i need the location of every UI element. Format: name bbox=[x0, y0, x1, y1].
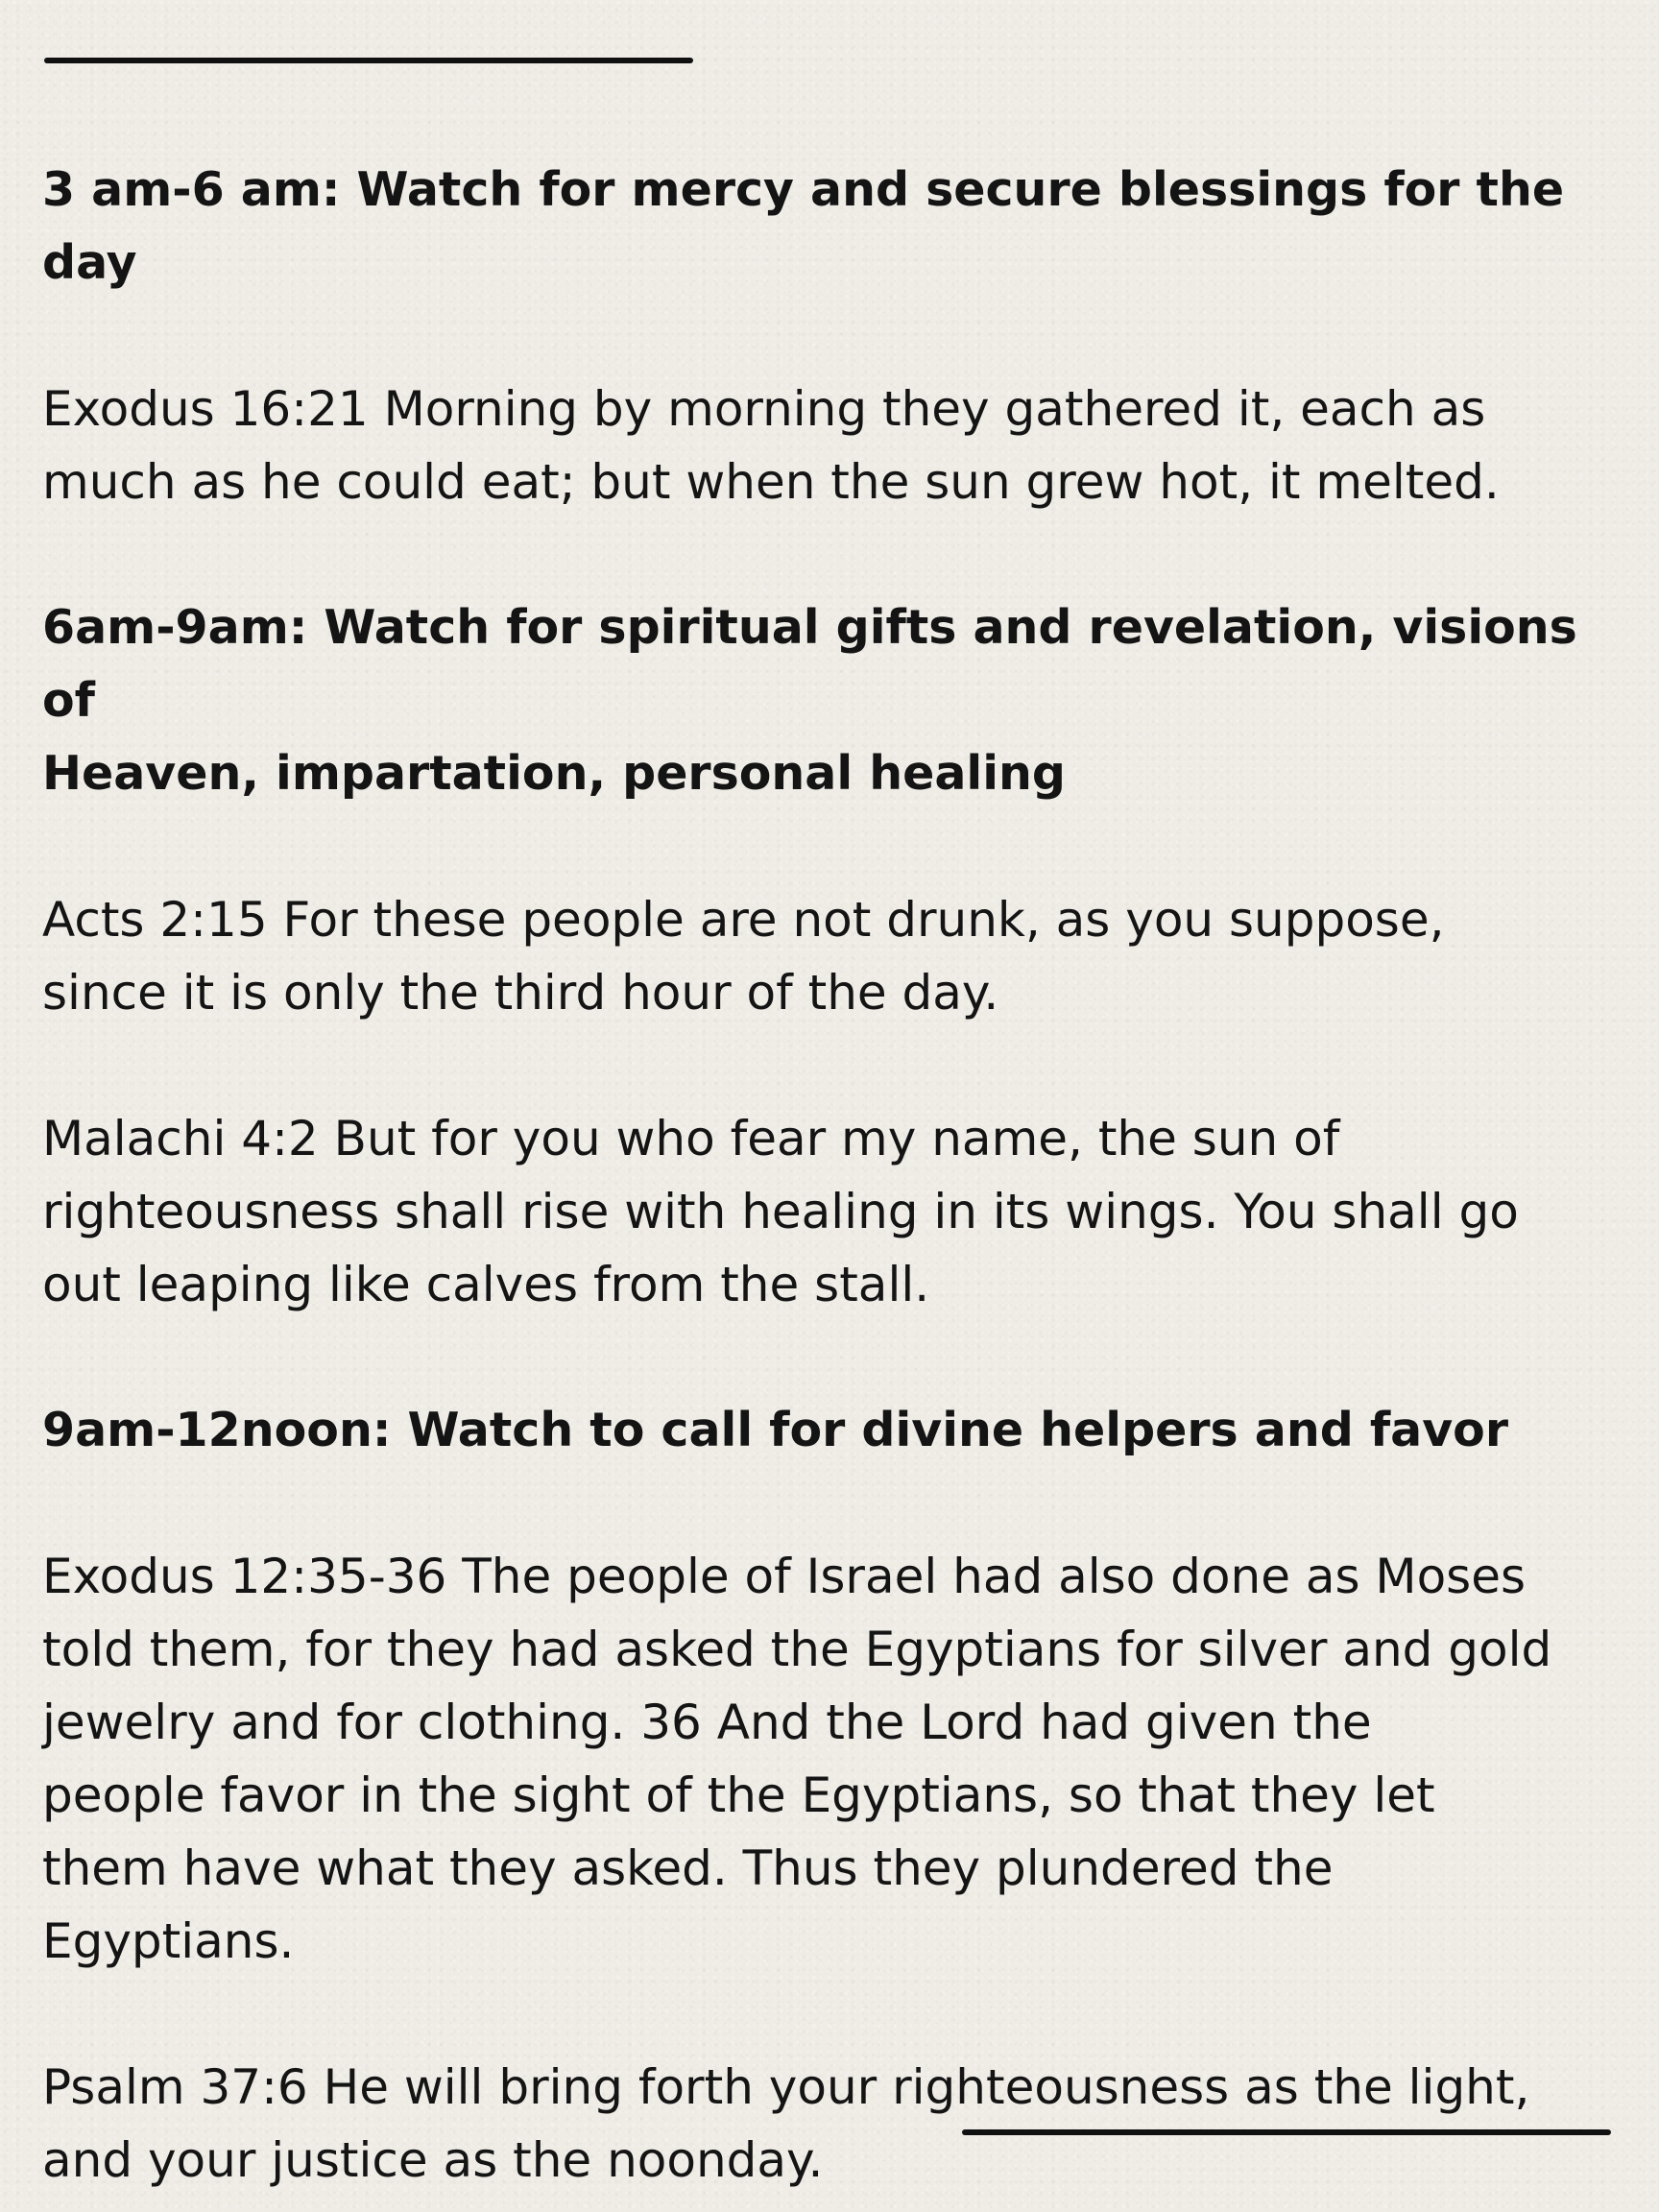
section-heading-9am-12noon: 9am-12noon: Watch to call for divine helpers and favor bbox=[42, 1403, 1509, 1457]
spacer bbox=[42, 300, 1626, 373]
verse-malachi-4-2: Malachi 4:2 But for you who fear my name, the sun of righteousness shall rise with healing in its wings. You shall go out leaping like calves from the stall. bbox=[42, 1111, 1519, 1312]
verse-acts-2-15: Acts 2:15 For these people are not drunk, as you suppose, since it is only the third hour of the day. bbox=[42, 892, 1445, 1021]
verse-psalm-37-6: Psalm 37:6 He will bring forth your righteousness as the light, and your justice as the noonday. bbox=[42, 2059, 1530, 2188]
section-heading-3am-6am: 3 am-6 am: Watch for mercy and secure blessings for the day bbox=[42, 162, 1565, 290]
spacer bbox=[42, 518, 1626, 591]
section-heading-6am-9am: 6am-9am: Watch for spiritual gifts and revelation, visions of Heaven, impartation, personal healing bbox=[42, 600, 1577, 801]
top-divider bbox=[44, 58, 693, 63]
spacer bbox=[42, 1978, 1626, 2051]
spacer bbox=[42, 1321, 1626, 1394]
spacer bbox=[42, 810, 1626, 883]
verse-exodus-16-21: Exodus 16:21 Morning by morning they gathered it, each as much as he could eat; but when the sun grew hot, it melted. bbox=[42, 381, 1500, 510]
verse-exodus-12-35-36: Exodus 12:35-36 The people of Israel had also done as Moses told them, for they had asked the Egyptians for silver and gold jewelry and for clothing. 36 And the Lord had given the people favor in the sight of the Egyptians, so that they let them have what they asked. Thus they plundered the Egyptians. bbox=[42, 1549, 1552, 1969]
bottom-divider bbox=[962, 2129, 1611, 2135]
spacer bbox=[42, 1467, 1626, 1540]
document-body bbox=[42, 154, 1626, 2197]
spacer bbox=[42, 1029, 1626, 1102]
